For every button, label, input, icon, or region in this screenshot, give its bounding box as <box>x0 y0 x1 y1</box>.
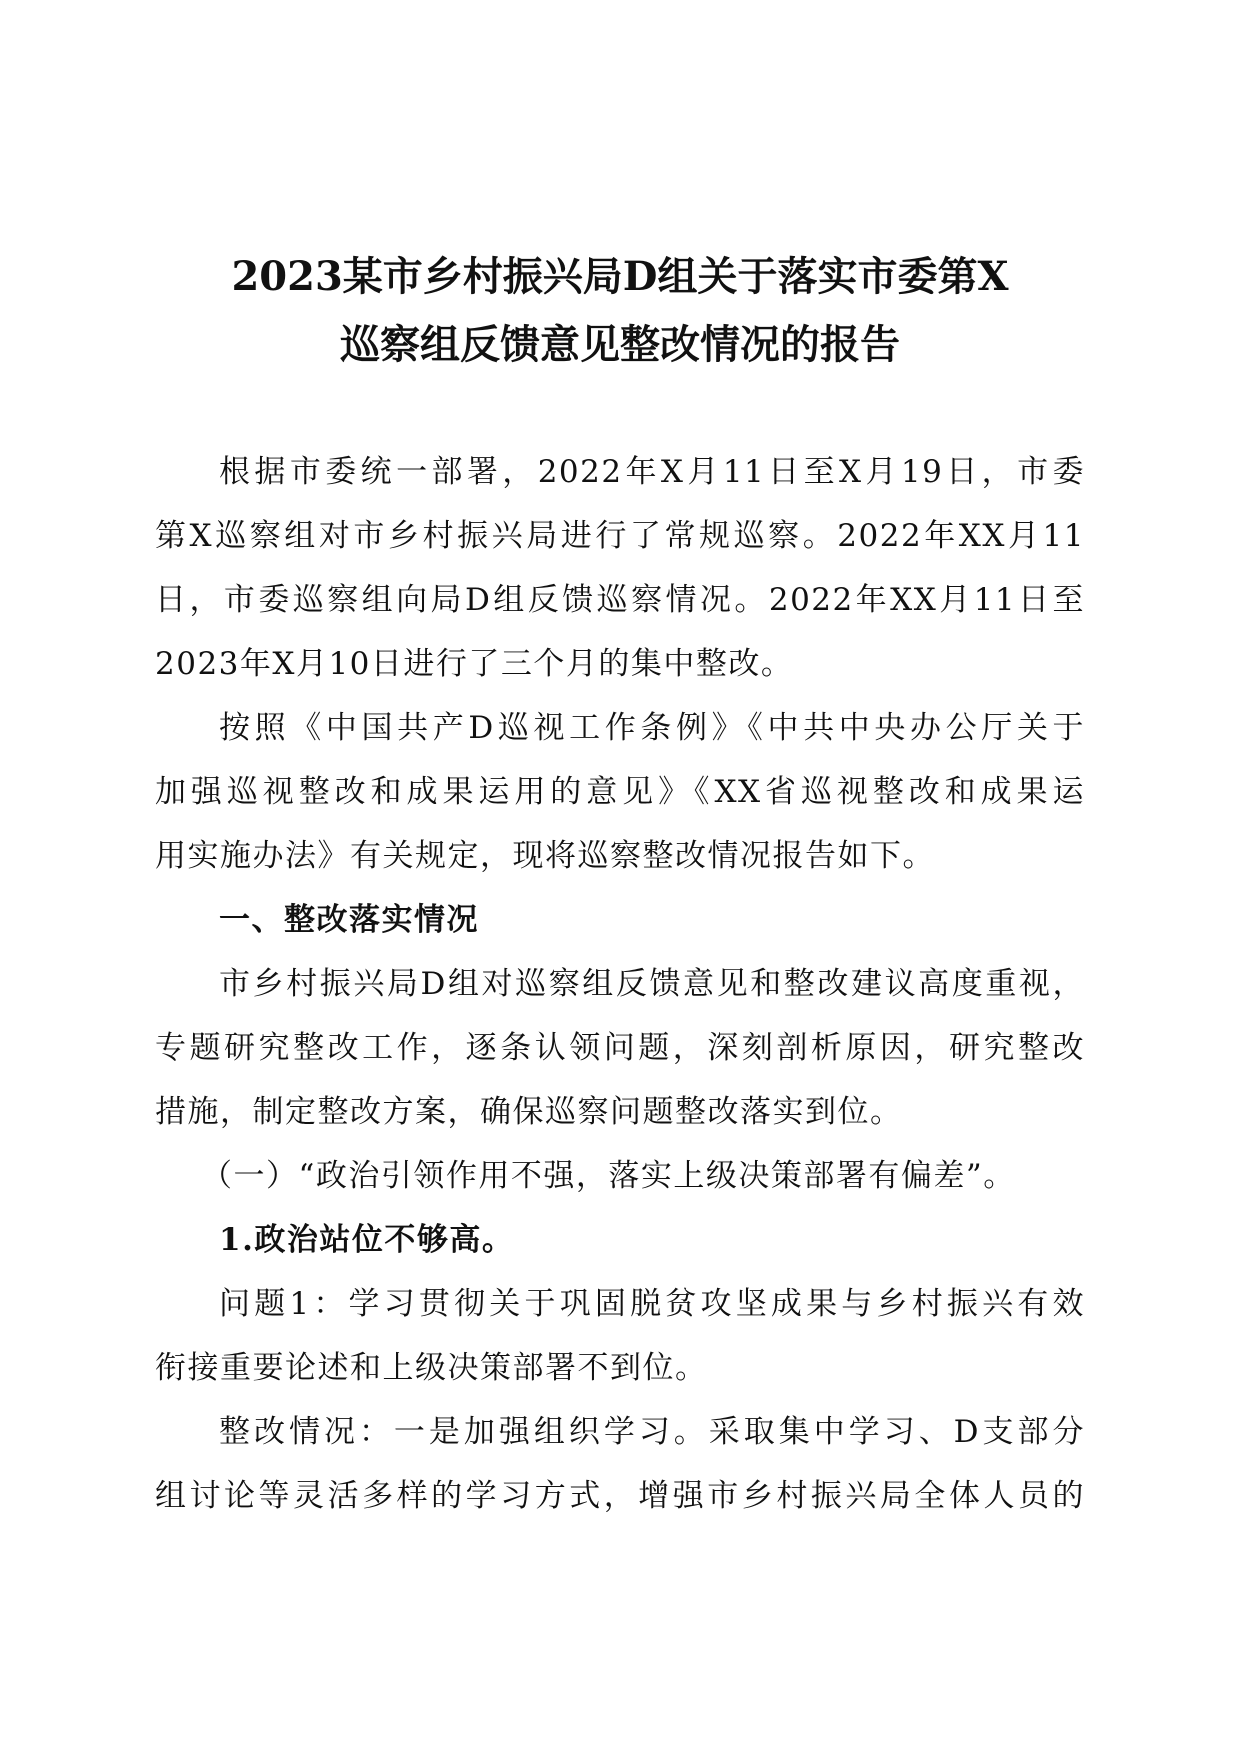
paragraph-intro <box>155 440 1085 696</box>
section-heading: 一、整改落实情况 <box>219 902 479 938</box>
paragraph-rectification <box>155 1400 1085 1528</box>
paragraph-line: 专题研究整改工作，逐条认领问题，深刻剖析原因，研究整改 <box>155 1030 1085 1066</box>
paragraph-line: 组讨论等灵活多样的学习方式，增强市乡村振兴局全体人员的 <box>155 1478 1085 1514</box>
paragraph-line: 按照《中国共产D巡视工作条例》《中共中央办公厅关于 <box>219 710 1085 746</box>
paragraph-line: 衔接重要论述和上级决策部署不到位。 <box>155 1350 708 1386</box>
paragraph-line: 加强巡视整改和成果运用的意见》《XX省巡视整改和成果运 <box>155 774 1085 810</box>
subsection-heading: （一）“政治引领作用不强，落实上级决策部署有偏差”。 <box>201 1158 1016 1194</box>
document-body <box>155 440 1085 1528</box>
paragraph-overview <box>155 952 1085 1144</box>
item-heading: 1.政治站位不够高。 <box>219 1222 515 1258</box>
title-line-1: 2023某市乡村振兴局D组关于落实市委第X <box>231 253 1009 300</box>
paragraph-line: 问题1：学习贯彻关于巩固脱贫攻坚成果与乡村振兴有效 <box>219 1286 1085 1322</box>
title-line-2: 巡察组反馈意见整改情况的报告 <box>340 321 900 368</box>
paragraph-line: 根据市委统一部署，2022年X月11日至X月19日，市委 <box>219 454 1085 490</box>
paragraph-line: 措施，制定整改方案，确保巡察问题整改落实到位。 <box>155 1094 903 1130</box>
paragraph-line: 第X巡察组对市乡村振兴局进行了常规巡察。2022年XX月11 <box>155 518 1085 554</box>
paragraph-basis <box>155 696 1085 888</box>
paragraph-line: 2023年X月10日进行了三个月的集中整改。 <box>155 646 794 682</box>
paragraph-line: 整改情况：一是加强组织学习。采取集中学习、D支部分 <box>219 1414 1085 1450</box>
paragraph-problem-1 <box>155 1272 1085 1400</box>
document-title <box>150 243 1090 379</box>
paragraph-line: 用实施办法》有关规定，现将巡察整改情况报告如下。 <box>155 838 935 874</box>
paragraph-line: 日，市委巡察组向局D组反馈巡察情况。2022年XX月11日至 <box>155 582 1085 618</box>
paragraph-line: 市乡村振兴局D组对巡察组反馈意见和整改建议高度重视， <box>219 966 1085 1002</box>
